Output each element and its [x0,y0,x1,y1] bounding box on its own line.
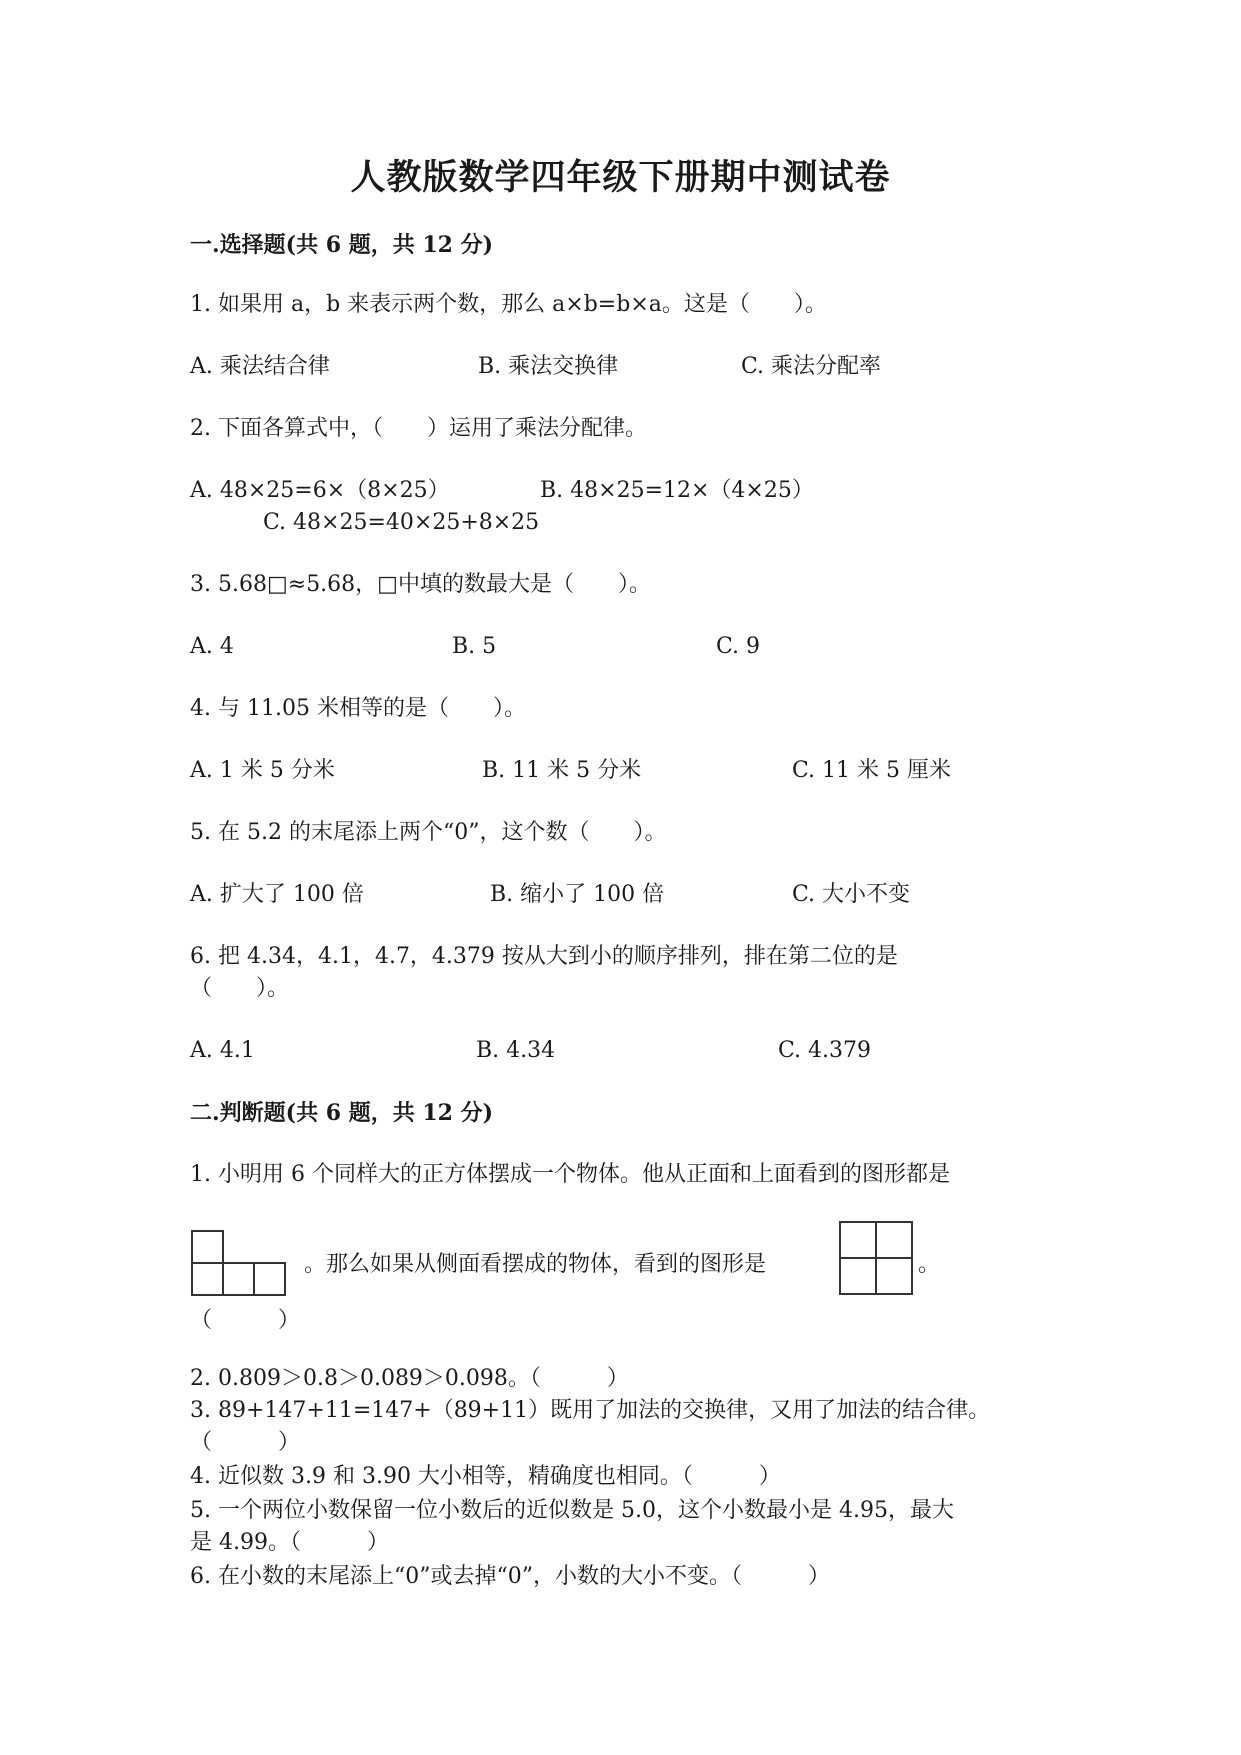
question-1-stem: 1. 如果用 a，b 来表示两个数，那么 a×b=b×a。这是（ ）。 [190,292,827,317]
judge-3-line2: （ ） [190,1430,301,1455]
question-2-option-a: A. 48×25=6×（8×25） [190,478,450,503]
question-4-option-b: B. 11 米 5 分米 [482,758,642,783]
question-5-option-a: A. 扩大了 100 倍 [190,882,364,907]
question-2-option-b: B. 48×25=12×（4×25） [540,478,814,503]
question-6-option-b: B. 4.34 [476,1038,556,1063]
judge-2: 2. 0.809＞0.8＞0.089＞0.098。（ ） [190,1366,629,1391]
side-view-figure [838,1220,914,1296]
question-6-stem: 6. 把 4.34，4.1，4.7，4.379 按从大到小的顺序排列，排在第二位的是 [190,944,898,969]
question-1-option-b: B. 乘法交换律 [478,354,619,379]
question-3-option-b: B. 5 [452,634,497,659]
judge-3-line1: 3. 89+147+11=147+（89+11）既用了加法的交换律，又用了加法的结合律。 [190,1398,991,1423]
judge-5-line2: 是 4.99。（ ） [190,1530,389,1555]
judge-1-middle-text: 。那么如果从侧面看摆成的物体，看到的图形是 [304,1252,767,1277]
question-4-option-a: A. 1 米 5 分米 [190,758,335,783]
question-4-stem: 4. 与 11.05 米相等的是（ ）。 [190,696,526,721]
page-title: 人教版数学四年级下册期中测试卷 [350,157,891,198]
question-6-option-c: C. 4.379 [778,1038,872,1063]
judge-1-line1: 1. 小明用 6 个同样大的正方体摆成一个物体。他从正面和上面看到的图形都是 [190,1162,950,1187]
question-6-stem-continued: （ ）。 [190,976,290,1001]
question-2-stem: 2. 下面各算式中，（ ）运用了乘法分配律。 [190,416,647,441]
judge-4: 4. 近似数 3.9 和 3.90 大小相等，精确度也相同。（ ） [190,1464,781,1489]
judge-1-end-text: 。 [918,1252,941,1277]
judge-1-answer-paren: （ ） [190,1308,301,1333]
section2-heading: 二.判断题(共 6 题，共 12 分) [190,1100,494,1126]
question-4-option-c: C. 11 米 5 厘米 [792,758,952,783]
section1-heading: 一.选择题(共 6 题，共 12 分) [190,232,494,258]
question-1-option-a: A. 乘法结合律 [190,354,330,379]
question-5-stem: 5. 在 5.2 的末尾添上两个“0”，这个数（ ）。 [190,820,667,845]
question-6-option-a: A. 4.1 [190,1038,255,1063]
question-3-option-a: A. 4 [190,634,234,659]
judge-6: 6. 在小数的末尾添上“0”或去掉“0”，小数的大小不变。（ ） [190,1564,830,1589]
question-5-option-c: C. 大小不变 [792,882,911,907]
question-1-option-c: C. 乘法分配率 [741,354,882,379]
question-5-option-b: B. 缩小了 100 倍 [490,882,665,907]
judge-5-line1: 5. 一个两位小数保留一位小数后的近似数是 5.0，这个小数最小是 4.95，最大 [190,1498,954,1523]
question-3-option-c: C. 9 [716,634,761,659]
front-view-figure [190,1228,288,1298]
question-2-option-c: C. 48×25=40×25+8×25 [263,510,540,535]
question-3-stem: 3. 5.68□≈5.68，□中填的数最大是（ ）。 [190,572,651,597]
